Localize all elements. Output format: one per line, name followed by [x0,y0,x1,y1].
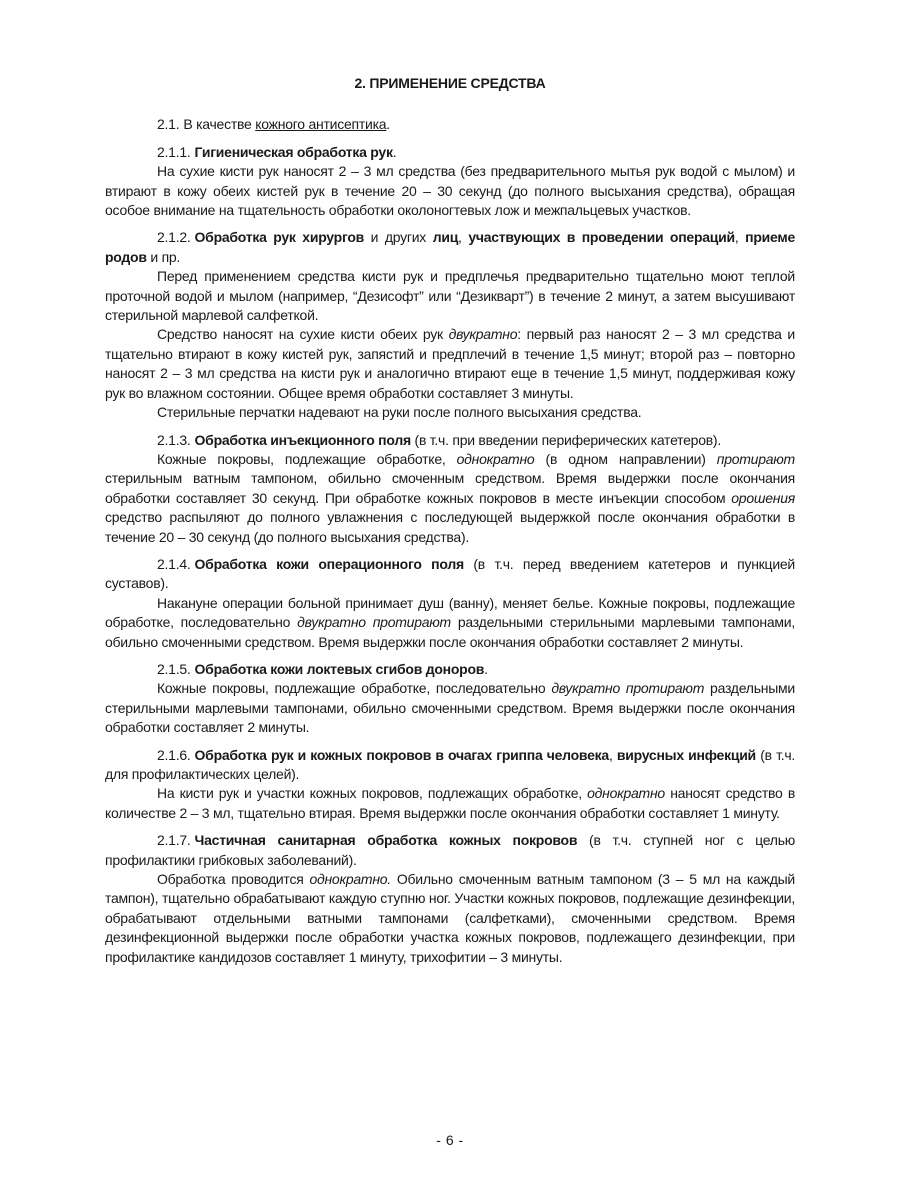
page-number: - 6 - [436,1132,464,1148]
clause-number: 2.1.2. [157,229,191,246]
clause-heading: Частичная санитарная обработка кожных покровов [194,832,578,849]
clause-number: 2.1.3. [157,431,191,448]
clause-2-1-4-heading: 2.1.4. Обработка кожи операционного поля (в т.ч. перед введением катетеров и пункцией суставов). [105,555,796,592]
clause-2-1-3-heading: 2.1.3. Обработка инъекционного поля (в т.ч. при введении периферических катетеров). [157,431,721,448]
clause-2-1: 2.1. В качестве кожного антисептика. [157,116,390,133]
paragraph: Перед применением средства кисти рук и предплечья предварительно тщательно моют теплой проточной водой и мылом (например, “Дезисофт” или “Дезикварт”) в течение 2 минут, а затем высушивают стерильной марлевой салфеткой. [105,268,795,324]
clause-number: 2.1.7. [157,832,191,849]
section-title: 2. ПРИМЕНЕНИЕ СРЕДСТВА [354,75,546,91]
paragraph: Накануне операции больной принимает душ (ванну), меняет белье. Кожные покровы, подлежащие обработке, последовательно двукратно протирают раздельными стерильными марлевыми тампонами, обильно смоченными средством. Время выдержки после окончания обработки составляет 2 минуты. [105,594,795,650]
clause-2-1-1-heading: 2.1.1. Гигиеническая обработка рук. [157,143,397,160]
clause-2-1-7-heading: 2.1.7. Частичная санитарная обработка кожных покровов (в т.ч. ступней ног с целью профилактики грибковых заболеваний). [105,832,795,868]
clause-heading: Гигиеническая обработка рук [194,143,393,160]
clause-number: 2.1.6. [157,746,191,763]
underlined-term: кожного антисептика [255,116,387,133]
paragraph: Стерильные перчатки надевают на руки после полного высыхания средства. [157,404,642,421]
paragraph: Кожные покровы, подлежащие обработке, последовательно двукратно протирают раздельными стерильными марлевыми тампонами, обильно смоченными средством. Время выдержки после окончания обработки составляет 2 минуты. [105,680,796,736]
clause-heading: Обработка кожи операционного поля [194,555,464,572]
clause-number: 2.1.5. [157,660,191,677]
clause-number: 2.1.4. [157,555,191,572]
paragraph: На кисти рук и участки кожных покровов, подлежащих обработке, однократно наносят средство в количестве 2 – 3 мл, тщательно втирая. Время выдержки после окончания обработки составляет 1 минуту. [105,785,796,821]
clause-2-1-2-heading: 2.1.2. Обработка рук хирургов и других лиц, участвующих в проведении операций, приеме родов и пр. [105,229,796,265]
paragraph: На сухие кисти рук наносят 2 – 3 мл средства (без предварительного мытья рук водой с мылом) и втирают в кожу обеих кистей рук в течение 20 – 30 секунд (до полного высыхания средства), обращая особое внимание на тщательность обработки околоногтевых лож и межпальцевых участков. [105,163,795,219]
paragraph: Обработка проводится однократно. Обильно смоченным ватным тампоном (3 – 5 мл на каждый тампон), тщательно обрабатывают каждую ступню ног. Участки кожных покровов, подлежащие дезинфекции, обрабатывают отдельными ватными тампонами (салфетками), смоченными средством. Время дезинфекционной выдержки после обработки участка кожных покровов, подлежащего дезинфекции, при профилактике кандидозов составляет 1 минуту, трихофитии – 3 минуты. [105,871,795,965]
clause-2-1-5-heading: 2.1.5. Обработка кожи локтевых сгибов доноров. [157,660,488,677]
clause-number: 2.1. [157,116,180,133]
clause-heading: Обработка инъекционного поля [194,431,411,448]
clause-heading: Обработка кожи локтевых сгибов доноров [194,660,485,677]
clause-text: В качестве [183,116,256,133]
paragraph: Средство наносят на сухие кисти обеих рук двукратно: первый раз наносят 2 – 3 мл средства и тщательно втирают в кожу кистей рук, запястий и предплечий в течение 1,5 минут; второй раз – повторно наносят 2 – 3 мл средства на кисти рук и аналогично втирают еще в течение 1,5 минут, поддерживая кожу рук во влажном состоянии. Общее время обработки составляет 3 минуты. [105,326,795,401]
clause-number: 2.1.1. [157,143,191,160]
document-body [105,74,795,967]
clause-2-1-6-heading: 2.1.6. Обработка рук и кожных покровов в очагах гриппа человека, вирусных инфекций (в т.ч. для профилактических целей). [105,746,796,782]
paragraph: Кожные покровы, подлежащие обработке, однократно (в одном направлении) протирают стерильным ватным тампоном, обильно смоченным средством. Время выдержки после окончания обработки составляет 30 секунд. При обработке кожных покровов в месте инъекции способом орошения средство распыляют до полного увлажнения с последующей выдержкой после окончания обработки в течение 20 – 30 секунд (до полного высыхания средства). [105,450,795,545]
